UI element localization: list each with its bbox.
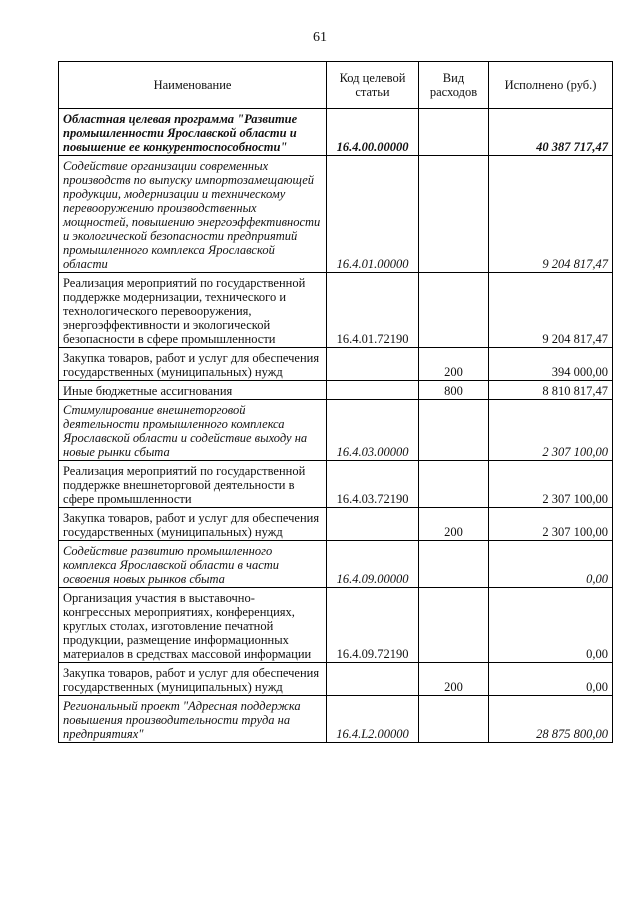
row-expense-type: [419, 109, 489, 156]
row-expense-type: 200: [419, 508, 489, 541]
table-row: [59, 508, 613, 541]
row-executed: 2 307 100,00: [489, 508, 613, 541]
row-expense-type: [419, 696, 489, 743]
row-code: [327, 348, 419, 381]
header-expense-type: Вид расходов: [419, 62, 489, 109]
row-code: 16.4.01.00000: [327, 156, 419, 273]
row-name: Иные бюджетные ассигнования: [59, 381, 327, 400]
row-executed: 0,00: [489, 588, 613, 663]
row-code: [327, 381, 419, 400]
row-code: 16.4.03.72190: [327, 461, 419, 508]
header-name: Наименование: [59, 62, 327, 109]
row-executed: 8 810 817,47: [489, 381, 613, 400]
table-row: [59, 696, 613, 743]
table-row: [59, 348, 613, 381]
row-code: [327, 663, 419, 696]
row-name: Стимулирование внешнеторговой деятельности промышленного комплекса Ярославской области и содействие выходу на новые рынки сбыта: [59, 400, 327, 461]
row-expense-type: [419, 588, 489, 663]
row-expense-type: [419, 400, 489, 461]
row-name: Закупка товаров, работ и услуг для обеспечения государственных (муниципальных) нужд: [59, 663, 327, 696]
table-row: [59, 588, 613, 663]
row-code: 16.4.L2.00000: [327, 696, 419, 743]
row-expense-type: 800: [419, 381, 489, 400]
table-row: [59, 461, 613, 508]
row-code: [327, 508, 419, 541]
row-name: Закупка товаров, работ и услуг для обеспечения государственных (муниципальных) нужд: [59, 348, 327, 381]
row-executed: 40 387 717,47: [489, 109, 613, 156]
row-name: Реализация мероприятий по государственной поддержке внешнеторговой деятельности в сфере промышленности: [59, 461, 327, 508]
table-row: [59, 156, 613, 273]
header-executed: Исполнено (руб.): [489, 62, 613, 109]
row-executed: 394 000,00: [489, 348, 613, 381]
row-code: 16.4.01.72190: [327, 273, 419, 348]
row-name: Реализация мероприятий по государственной поддержке модернизации, технического и технологического перевооружения, энергоэффективности и экологической безопасности в сфере промышленности: [59, 273, 327, 348]
row-executed: 28 875 800,00: [489, 696, 613, 743]
row-code: 16.4.09.00000: [327, 541, 419, 588]
row-expense-type: 200: [419, 663, 489, 696]
row-name: Региональный проект "Адресная поддержка повышения производительности труда на предприятиях": [59, 696, 327, 743]
row-executed: 9 204 817,47: [489, 273, 613, 348]
table-row: [59, 381, 613, 400]
row-name: Содействие организации современных производств по выпуску импортозамещающей продукции, модернизации и техническому перевооружению производственных мощностей, повышению энергоэффективности и экологической безопасности предприятий промышленного комплекса Ярославской области: [59, 156, 327, 273]
table-row: [59, 541, 613, 588]
row-name: Закупка товаров, работ и услуг для обеспечения государственных (муниципальных) нужд: [59, 508, 327, 541]
row-expense-type: [419, 541, 489, 588]
row-name: Содействие развитию промышленного комплекса Ярославской области в части освоения новых рынков сбыта: [59, 541, 327, 588]
header-code: Код целевой статьи: [327, 62, 419, 109]
row-expense-type: 200: [419, 348, 489, 381]
row-code: 16.4.00.00000: [327, 109, 419, 156]
row-expense-type: [419, 273, 489, 348]
table-row: [59, 663, 613, 696]
row-executed: 2 307 100,00: [489, 400, 613, 461]
page-number: 61: [313, 30, 327, 45]
row-executed: 2 307 100,00: [489, 461, 613, 508]
row-code: 16.4.09.72190: [327, 588, 419, 663]
row-executed: 0,00: [489, 541, 613, 588]
row-code: 16.4.03.00000: [327, 400, 419, 461]
table-row: [59, 400, 613, 461]
row-expense-type: [419, 156, 489, 273]
row-name: Организация участия в выставочно-конгрессных мероприятиях, конференциях, круглых столах, изготовление печатной продукции, размещение информационных материалов в средствах массовой информации: [59, 588, 327, 663]
table-header-row: [59, 62, 613, 109]
row-executed: 0,00: [489, 663, 613, 696]
row-expense-type: [419, 461, 489, 508]
row-executed: 9 204 817,47: [489, 156, 613, 273]
row-name: Областная целевая программа "Развитие промышленности Ярославской области и повышение ее конкурентоспособности": [59, 109, 327, 156]
table-row: [59, 273, 613, 348]
budget-table: [58, 61, 613, 743]
table-row: [59, 109, 613, 156]
